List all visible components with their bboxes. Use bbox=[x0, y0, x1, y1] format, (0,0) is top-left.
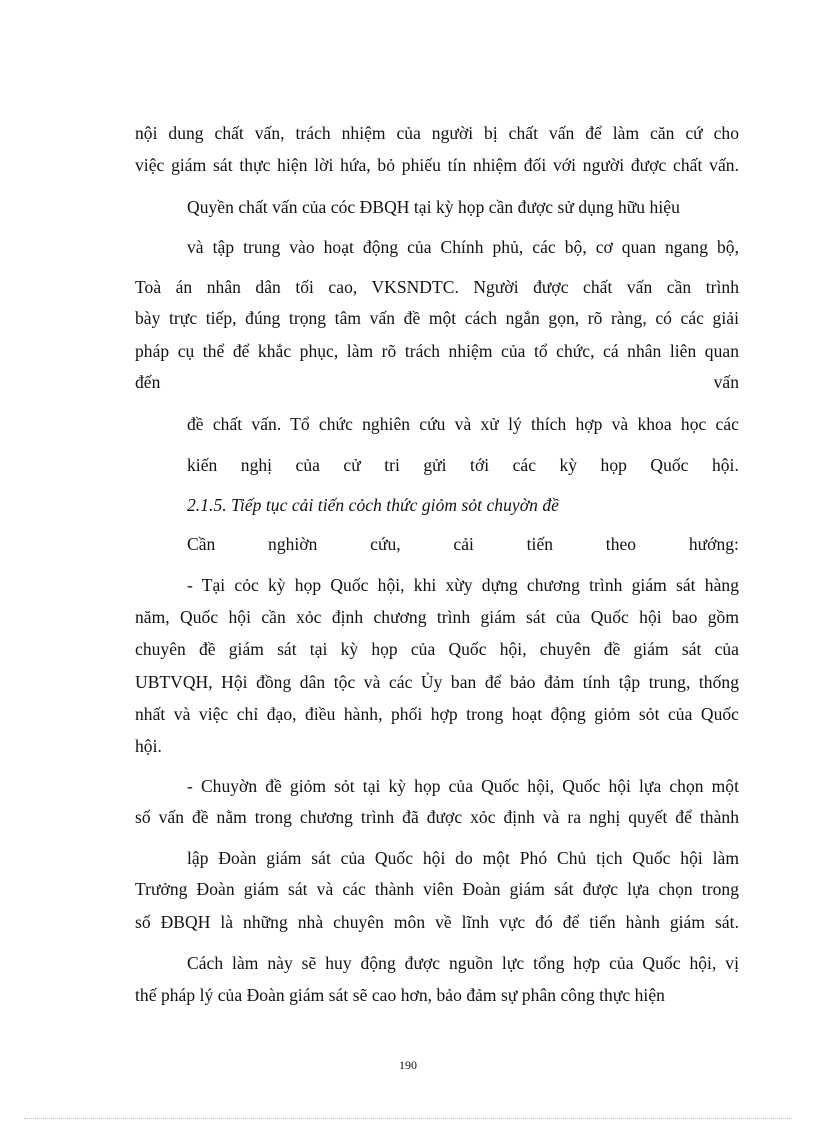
bottom-divider bbox=[24, 1118, 792, 1119]
word: cử bbox=[343, 455, 361, 475]
word: kỳ bbox=[559, 455, 578, 475]
word: tới bbox=[470, 455, 490, 475]
text-line: chuyên đề giám sát tại kỳ họp của Quốc hội, chuyên đề giám sát của bbox=[135, 639, 739, 659]
word: của bbox=[295, 455, 320, 475]
text-line: thế pháp lý của Đoàn giám sát sẽ cao hơn, bảo đảm sự phân công thực hiện bbox=[135, 985, 665, 1005]
text-line: lập Đoàn giám sát của Quốc hội do một Phó Chủ tịch Quốc hội làm bbox=[187, 848, 739, 868]
text-line: Cách làm này sẽ huy động được nguồn lực tổng hợp của Quốc hội, vị bbox=[187, 953, 739, 973]
word: kiến bbox=[187, 455, 218, 475]
text-line: năm, Quốc hội cần xỏc định chương trình giám sát của Quốc hội bao gồm bbox=[135, 607, 739, 627]
word: cứu, bbox=[370, 534, 401, 554]
text-line: UBTVQH, Hội đồng dân tộc và các Ủy ban để bảo đảm tính tập trung, thống bbox=[135, 672, 739, 692]
word: nghiờn bbox=[268, 534, 318, 554]
text-line: Toà án nhân dân tối cao, VKSNDTC. Người được chất vấn cần trình bbox=[135, 277, 739, 297]
word: Quốc bbox=[650, 455, 689, 475]
word: hướng: bbox=[688, 534, 739, 554]
section-heading: 2.1.5. Tiếp tục cải tiến cỏch thức giỏm sỏt chuyờn đề bbox=[187, 495, 559, 515]
text-line: việc giám sát thực hiện lời hứa, bỏ phiếu tín nhiệm đối với người được chất vấn. bbox=[135, 155, 739, 175]
text-line: nhất và việc chỉ đạo, điều hành, phối hợp trong hoạt động giỏm sỏt của Quốc bbox=[135, 704, 739, 724]
text-line: hội. bbox=[135, 736, 162, 756]
text-line bbox=[187, 533, 739, 555]
text-line: đề chất vấn. Tổ chức nghiên cứu và xử lý thích hợp và khoa học các bbox=[187, 414, 739, 434]
word: Cần bbox=[187, 534, 216, 554]
word: hội. bbox=[711, 455, 739, 475]
text-line: - Tại cỏc kỳ họp Quốc hội, khi xừy dựng chương trình giám sát hàng bbox=[187, 575, 739, 595]
text-line bbox=[187, 454, 739, 476]
text-line: nội dung chất vấn, trách nhiệm của người bị chất vấn để làm căn cứ cho bbox=[135, 123, 739, 143]
word: vấn bbox=[713, 372, 739, 392]
text-line: số ĐBQH là những nhà chuyên môn về lĩnh vực đó để tiến hành giám sát. bbox=[135, 912, 739, 932]
text-line: - Chuyờn đề giỏm sỏt tại kỳ họp của Quốc hội, Quốc hội lựa chọn một bbox=[187, 776, 739, 796]
text-line: Trưởng Đoàn giám sát và các thành viên Đoàn giám sát được lựa chọn trong bbox=[135, 879, 739, 899]
word: theo bbox=[605, 534, 637, 554]
word: nghị bbox=[240, 455, 273, 475]
word: các bbox=[512, 455, 537, 475]
text-line bbox=[135, 371, 739, 393]
word: tri bbox=[384, 455, 400, 475]
text-line: bày trực tiếp, đúng trọng tâm vấn đề một cách ngắn gọn, rõ ràng, có các giải bbox=[135, 308, 739, 328]
text-line: số vấn đề nằm trong chương trình đã được xỏc định và ra nghị quyết để thành bbox=[135, 807, 739, 827]
word: tiến bbox=[526, 534, 554, 554]
word: cải bbox=[453, 534, 474, 554]
text-line: Quyền chất vấn của cóc ĐBQH tại kỳ họp cần được sử dụng hữu hiệu bbox=[187, 197, 680, 217]
word: đến bbox=[135, 372, 161, 392]
word: họp bbox=[600, 455, 627, 475]
text-line: và tập trung vào hoạt động của Chính phủ, các bộ, cơ quan ngang bộ, bbox=[187, 237, 739, 257]
word: gửi bbox=[423, 455, 447, 475]
text-line: pháp cụ thể để khắc phục, làm rõ trách nhiệm của tổ chức, cá nhân liên quan bbox=[135, 341, 739, 361]
page-number: 190 bbox=[399, 1058, 417, 1072]
